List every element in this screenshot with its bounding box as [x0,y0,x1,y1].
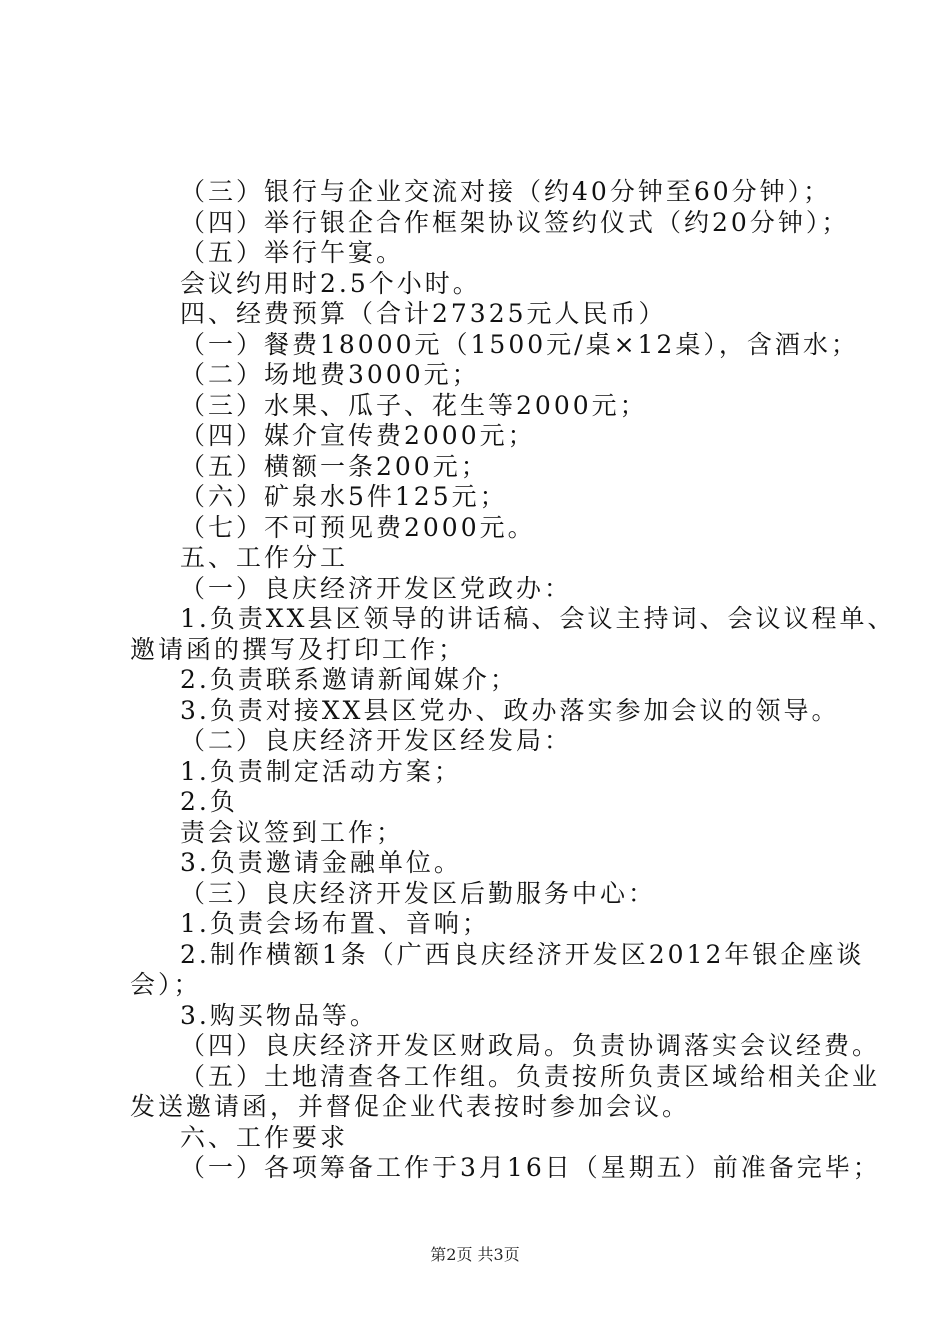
section-heading: 四、经费预算（合计27325元人民币） [180,299,667,328]
text-line: 3.负责邀请金融单位。 [180,848,462,877]
text-line: （三）良庆经济开发区后勤服务中心： [180,879,657,908]
text-line: 邀请函的撰写及打印工作； [130,635,467,664]
text-line: （一）良庆经济开发区党政办： [180,574,573,603]
text-line: 1.负责会场布置、音响； [180,909,490,938]
text-line: （四）举行银企合作框架协议签约仪式（约20分钟）； [180,208,850,237]
text-line: （四）良庆经济开发区财政局。负责协调落实会议经费。 [180,1031,881,1060]
text-line: （二）良庆经济开发区经发局： [180,726,573,755]
text-line: 会）； [130,970,202,999]
text-line: 1.负责制定活动方案； [180,757,462,786]
text-line: 3.负责对接XX县区党办、政办落实参加会议的领导。 [180,696,840,725]
text-line: 发送邀请函，并督促企业代表按时参加会议。 [130,1092,691,1121]
text-line: 2.负 [180,787,238,816]
text-line: 1.负责XX县区领导的讲话稿、会议主持词、会议议程单、 [180,604,896,633]
page-footer: 第2页 共3页 [430,1245,520,1264]
section-heading: 五、工作分工 [180,543,349,572]
text-line: （三）水果、瓜子、花生等2000元； [180,391,648,420]
text-line: （四）媒介宣传费2000元； [180,421,536,450]
text-line: （三）银行与企业交流对接（约40分钟至60分钟）； [180,177,832,206]
text-line: 2.制作横额1条（广西良庆经济开发区2012年银企座谈 [180,940,865,969]
text-line: （六）矿泉水5件125元； [180,482,508,511]
text-line: 责会议签到工作； [180,818,405,847]
text-line: 2.负责联系邀请新闻媒介； [180,665,518,694]
text-line: 会议约用时2.5个小时。 [180,269,481,298]
text-line: （五）举行午宴。 [180,238,405,267]
text-line: 3.购买物品等。 [180,1001,378,1030]
text-line: （五）横额一条200元； [180,452,489,481]
text-line: （一）餐费18000元（1500元/桌×12桌），含酒水； [180,330,859,359]
text-line: （五）土地清查各工作组。负责按所负责区域给相关企业 [180,1062,881,1091]
section-heading: 六、工作要求 [180,1123,349,1152]
text-line: （七）不可预见费2000元。 [180,513,536,542]
text-line: （一）各项筹备工作于3月16日（星期五）前准备完毕； [180,1153,881,1182]
text-line: （二）场地费3000元； [180,360,480,389]
